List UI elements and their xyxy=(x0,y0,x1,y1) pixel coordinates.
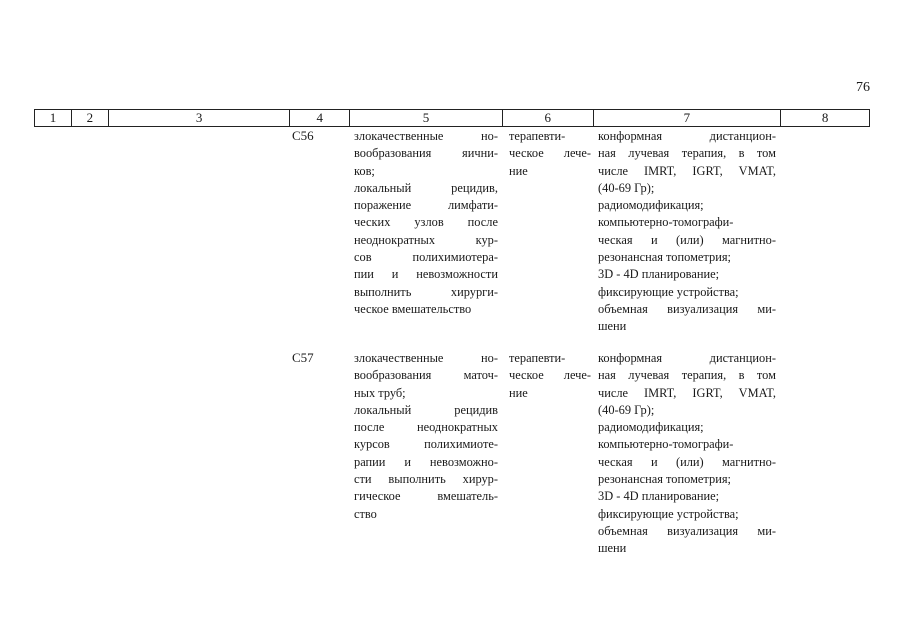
text-line: конформная дистанцион- xyxy=(598,129,776,143)
method-text xyxy=(598,350,776,558)
text-line: ческое лече- xyxy=(509,146,591,161)
text-line: числе IMRT, IGRT, VMAT, xyxy=(598,385,776,400)
header-cell-4: 4 xyxy=(290,110,350,126)
header-cell-6: 6 xyxy=(503,110,594,126)
text-line: ство xyxy=(354,506,377,521)
text-line: неоднократных кур- xyxy=(354,232,498,247)
text-line: злокачественные но- xyxy=(354,129,498,143)
text-line: вообразования яични- xyxy=(354,146,498,161)
diagnosis-text xyxy=(354,350,498,523)
text-line: (40-69 Гр); xyxy=(598,402,655,417)
page-number: 76 xyxy=(856,80,870,95)
text-line: конформная дистанцион- xyxy=(598,351,776,365)
text-line: пии и невозможности xyxy=(354,267,498,282)
table-header-row xyxy=(34,109,870,127)
text-line: ных труб; xyxy=(354,385,406,400)
text-line: терапевти- xyxy=(509,351,566,365)
text-line: ная лучевая терапия, в том xyxy=(598,368,776,383)
header-cell-2: 2 xyxy=(72,110,109,126)
treatment-type-text xyxy=(509,350,591,402)
text-line: злокачественные но- xyxy=(354,351,498,365)
text-line: ние xyxy=(509,163,528,178)
text-line: шени xyxy=(598,541,627,556)
row-code: С57 xyxy=(292,350,314,365)
method-text xyxy=(598,128,776,336)
text-line: объемная визуализация ми- xyxy=(598,523,776,538)
text-line: ческое лече- xyxy=(509,368,591,383)
text-line: фиксирующие устройства; xyxy=(598,506,739,521)
diagnosis-text xyxy=(354,128,498,318)
text-line: вообразования маточ- xyxy=(354,368,498,383)
text-line: объемная визуализация ми- xyxy=(598,301,776,316)
text-line: резонансная топометрия; xyxy=(598,472,731,487)
text-line: ческих узлов после xyxy=(354,215,498,230)
text-line: компьютерно-томографи- xyxy=(598,437,734,452)
text-line: 3D - 4D планирование; xyxy=(598,267,720,282)
text-line: числе IMRT, IGRT, VMAT, xyxy=(598,163,776,178)
text-line: радиомодификация; xyxy=(598,198,704,213)
text-line: ческое вмешательство xyxy=(354,301,472,316)
treatment-type-text xyxy=(509,128,591,180)
text-line: гическое вмешатель- xyxy=(354,489,498,504)
text-line: ние xyxy=(509,385,528,400)
text-line: компьютерно-томографи- xyxy=(598,215,734,230)
header-cell-1: 1 xyxy=(35,110,72,126)
text-line: радиомодификация; xyxy=(598,420,704,435)
text-line: сов полихимиотера- xyxy=(354,250,498,265)
text-line: рапии и невозможно- xyxy=(354,454,498,469)
text-line: резонансная топометрия; xyxy=(598,250,731,265)
header-cell-3: 3 xyxy=(109,110,291,126)
text-line: шени xyxy=(598,319,627,334)
text-line: сти выполнить хирур- xyxy=(354,472,498,487)
text-line: фиксирующие устройства; xyxy=(598,284,739,299)
text-line: терапевти- xyxy=(509,129,566,143)
header-cell-5: 5 xyxy=(350,110,503,126)
text-line: выполнить хирурги- xyxy=(354,284,498,299)
text-line: локальный рецидив, xyxy=(354,180,498,195)
text-line: ная лучевая терапия, в том xyxy=(598,146,776,161)
row-code: С56 xyxy=(292,128,314,143)
text-line: ческая и (или) магнитно- xyxy=(598,232,776,247)
text-line: после неоднократных xyxy=(354,420,498,435)
text-line: (40-69 Гр); xyxy=(598,180,655,195)
text-line: 3D - 4D планирование; xyxy=(598,489,720,504)
text-line: локальный рецидив xyxy=(354,402,498,417)
text-line: ков; xyxy=(354,163,375,178)
text-line: курсов полихимиоте- xyxy=(354,437,498,452)
header-cell-8: 8 xyxy=(821,110,829,125)
text-line: поражение лимфати- xyxy=(354,198,498,213)
header-cell-7: 7 xyxy=(594,110,782,126)
text-line: ческая и (или) магнитно- xyxy=(598,454,776,469)
